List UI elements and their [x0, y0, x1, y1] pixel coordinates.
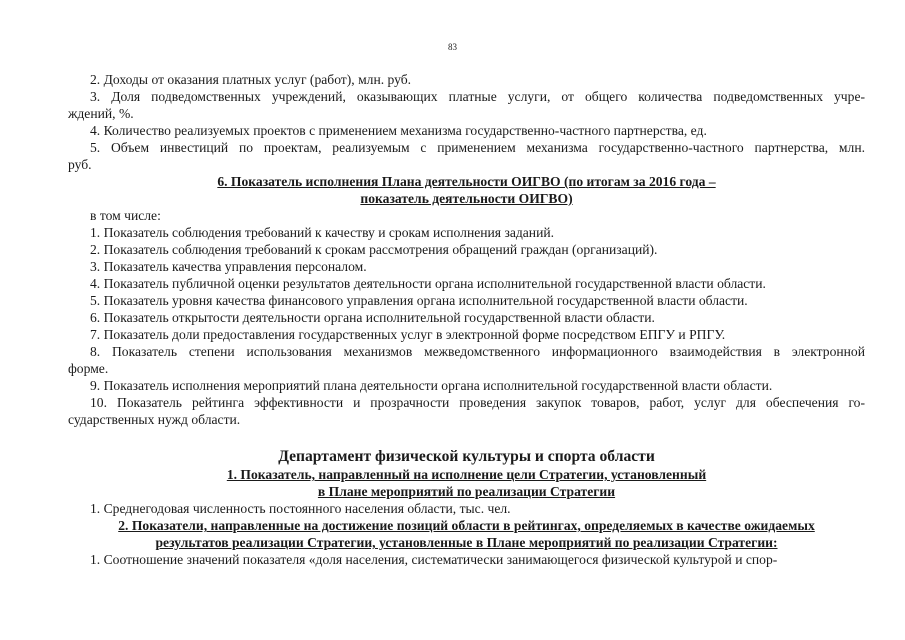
list-item: 3. Показатель качества управления персоналом.	[90, 259, 367, 274]
block-2-heading	[68, 517, 865, 551]
list-item-continuation: ждений, %.	[68, 106, 134, 121]
section-6-list	[68, 224, 865, 428]
list-item-continuation: руб.	[68, 157, 92, 172]
section-heading-line: в Плане мероприятий по реализации Стратегии	[317, 484, 616, 499]
section-heading-line: 6. Показатель исполнения Плана деятельности ОИГВО (по итогам за 2016 года –	[217, 174, 716, 189]
section-heading-line: показатель деятельности ОИГВО)	[360, 191, 573, 206]
section-6	[68, 173, 865, 428]
list-item: 5. Объем инвестиций по проектам, реализуемым с применением механизма государственно-частного партнерства, млн.	[90, 140, 865, 155]
list-item: 7. Показатель доли предоставления государственных услуг в электронной форме посредством ЕПГУ и РПГУ.	[90, 327, 726, 342]
list-item: 3. Доля подведомственных учреждений, оказывающих платные услуги, от общего количества подведомственных учре-	[90, 89, 865, 104]
list-item: 2. Показатель соблюдения требований к срокам рассмотрения обращений граждан (организаций).	[90, 242, 658, 257]
section-heading-line: 1. Показатель, направленный на исполнение цели Стратегии, установленный	[226, 467, 707, 482]
block-1-heading	[68, 466, 865, 500]
list-item: 6. Показатель открытости деятельности органа исполнительной государственной власти области.	[90, 310, 655, 325]
list-item: 1. Среднегодовая численность постоянного населения области, тыс. чел.	[90, 501, 511, 516]
list-item: 2. Доходы от оказания платных услуг (работ), млн. руб.	[90, 72, 412, 87]
list-item: 1. Соотношение значений показателя «доля населения, систематически занимающегося физической культурой и спор-	[90, 552, 778, 567]
list-item-continuation: форме.	[68, 361, 109, 376]
list-item: 5. Показатель уровня качества финансового управления органа исполнительной государственной власти области.	[90, 293, 748, 308]
section-6-heading	[68, 173, 865, 207]
list-item: 4. Показатель публичной оценки результатов деятельности органа исполнительной государственной власти области.	[90, 276, 766, 291]
list-item: 10. Показатель рейтинга эффективности и прозрачности проведения закупок товаров, работ, услуг для обеспечения го-	[90, 395, 865, 410]
list-item: 4. Количество реализуемых проектов с применением механизма государственно-частного партнерства, ед.	[90, 123, 707, 138]
intro-list	[68, 71, 865, 173]
section-heading-line: 2. Показатели, направленные на достижение позиций области в рейтингах, определяемых в качестве ожидаемых	[118, 518, 815, 533]
department-section	[68, 447, 865, 568]
list-item-continuation: сударственных нужд области.	[68, 412, 241, 427]
block-2-list	[68, 551, 865, 568]
list-item: 9. Показатель исполнения мероприятий плана деятельности органа исполнительной государственной власти области.	[90, 378, 773, 393]
list-item: 1. Показатель соблюдения требований к качеству и срокам исполнения заданий.	[90, 225, 555, 240]
section-6-subheading: в том числе:	[90, 208, 161, 223]
department-title: Департамент физической культуры и спорта области	[278, 448, 655, 465]
list-item: 8. Показатель степени использования механизмов межведомственного информационного взаимодействия в электронной	[90, 344, 865, 359]
section-heading-line: результатов реализации Стратегии, установленные в Плане мероприятий по реализации Стратегии:	[155, 535, 778, 550]
page-number: 83	[448, 42, 457, 52]
document-body	[68, 71, 865, 568]
block-1-list	[68, 500, 865, 517]
